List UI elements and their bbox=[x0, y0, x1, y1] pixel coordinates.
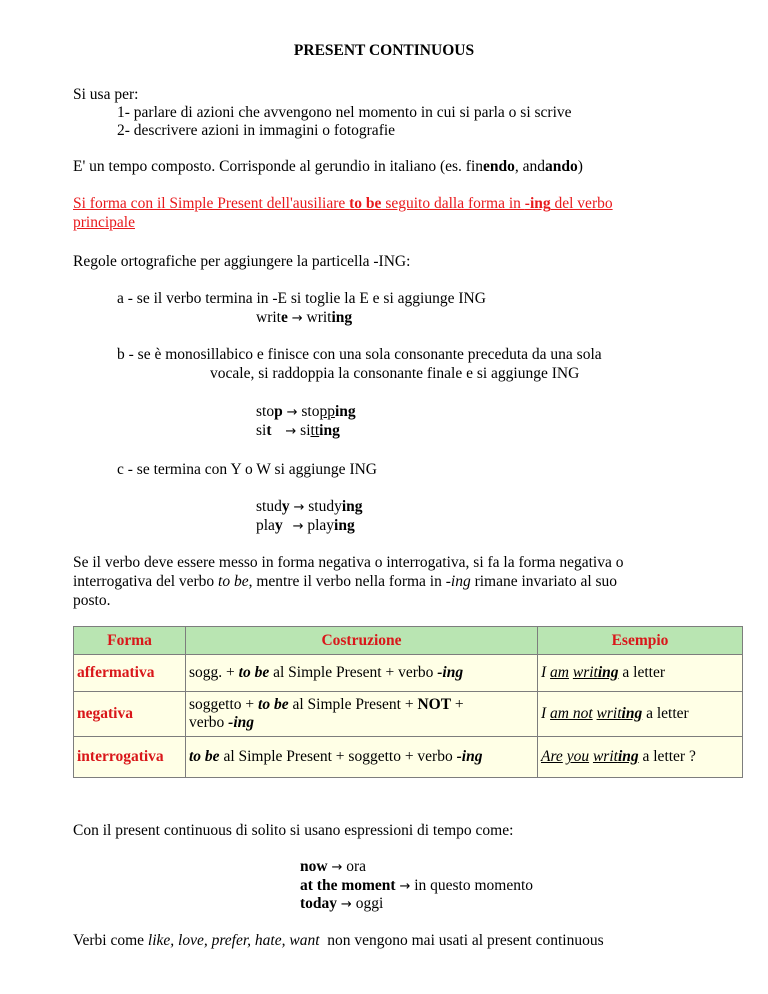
header-esempio: Esempio bbox=[538, 627, 743, 655]
uses-intro: Si usa per: bbox=[73, 86, 139, 103]
time-expression-today: today → oggi bbox=[300, 895, 384, 912]
compound-tense-line: E' un tempo composto. Corrisponde al gerundio in italiano (es. finendo, andando) bbox=[73, 158, 583, 175]
spelling-rules-intro: Regole ortografiche per aggiungere la particella -ING: bbox=[73, 253, 411, 270]
arrow-right-icon: → bbox=[340, 897, 352, 912]
table-row bbox=[74, 737, 743, 778]
construction-cell: to be al Simple Present + soggetto + verbo -ing bbox=[186, 737, 538, 778]
header-costruzione: Costruzione bbox=[186, 627, 538, 655]
formation-rule-line-2: principale bbox=[73, 214, 135, 231]
rule-b-text-1: b - se è monosillabico e finisce con una sola consonante preceduta da una sola bbox=[117, 346, 602, 363]
negative-para-line-1: Se il verbo deve essere messo in forma negativa o interrogativa, si fa la forma negativa o bbox=[73, 554, 624, 571]
table-row bbox=[74, 655, 743, 692]
rule-b-example-2: sit → sitting bbox=[256, 422, 340, 439]
table-row bbox=[74, 692, 743, 737]
arrow-right-icon: → bbox=[286, 405, 298, 420]
arrow-right-icon: → bbox=[331, 860, 343, 875]
arrow-right-icon: → bbox=[291, 311, 303, 326]
form-cell: interrogativa bbox=[74, 737, 186, 778]
stative-verbs-note: Verbi come like, love, prefer, hate, want non vengono mai usati al present continuous bbox=[73, 932, 604, 949]
page-title: PRESENT CONTINUOUS bbox=[293, 42, 475, 59]
construction-cell: soggetto + to be al Simple Present + NOT + verbo -ing bbox=[186, 692, 538, 737]
arrow-right-icon: → bbox=[292, 519, 304, 534]
table-header-row bbox=[74, 627, 743, 655]
construction-table bbox=[73, 626, 743, 778]
time-expressions-intro: Con il present continuous di solito si usano espressioni di tempo come: bbox=[73, 822, 514, 839]
rule-b-example-1: stop → stopping bbox=[256, 403, 356, 420]
negative-para-line-2: interrogativa del verbo to be, mentre il verbo nella forma in -ing rimane invariato al suo bbox=[73, 573, 618, 590]
arrow-right-icon: → bbox=[285, 424, 297, 439]
form-cell: affermativa bbox=[74, 655, 186, 692]
form-cell: negativa bbox=[74, 692, 186, 737]
time-expression-at-the-moment: at the moment → in questo momento bbox=[300, 877, 534, 894]
use-item-1: 1- parlare di azioni che avvengono nel momento in cui si parla o si scrive bbox=[117, 104, 572, 121]
negative-para-line-3: posto. bbox=[73, 592, 111, 609]
formation-rule-line-1: Si forma con il Simple Present dell'ausiliare to be seguito dalla forma in -ing del verbo bbox=[73, 195, 613, 212]
rule-a-text: a - se il verbo termina in -E si toglie la E e si aggiunge ING bbox=[117, 290, 486, 307]
rule-c-example-1: study → studying bbox=[256, 498, 363, 515]
time-expression-now: now → ora bbox=[300, 858, 367, 875]
rule-c-example-2: play → playing bbox=[256, 517, 355, 534]
rule-b-text-2: vocale, si raddoppia la consonante finale e si aggiunge ING bbox=[210, 365, 580, 382]
header-forma: Forma bbox=[74, 627, 186, 655]
arrow-right-icon: → bbox=[399, 879, 411, 894]
arrow-right-icon: → bbox=[293, 500, 305, 515]
use-item-2: 2- descrivere azioni in immagini o fotografie bbox=[117, 122, 396, 139]
rule-a-example: write → writing bbox=[256, 309, 353, 326]
example-cell: I am writing a letter bbox=[538, 655, 743, 692]
rule-c-text: c - se termina con Y o W si aggiunge ING bbox=[117, 461, 377, 478]
construction-cell: sogg. + to be al Simple Present + verbo -ing bbox=[186, 655, 538, 692]
example-cell: Are you writing a letter ? bbox=[538, 737, 743, 778]
example-cell: I am not writing a letter bbox=[538, 692, 743, 737]
